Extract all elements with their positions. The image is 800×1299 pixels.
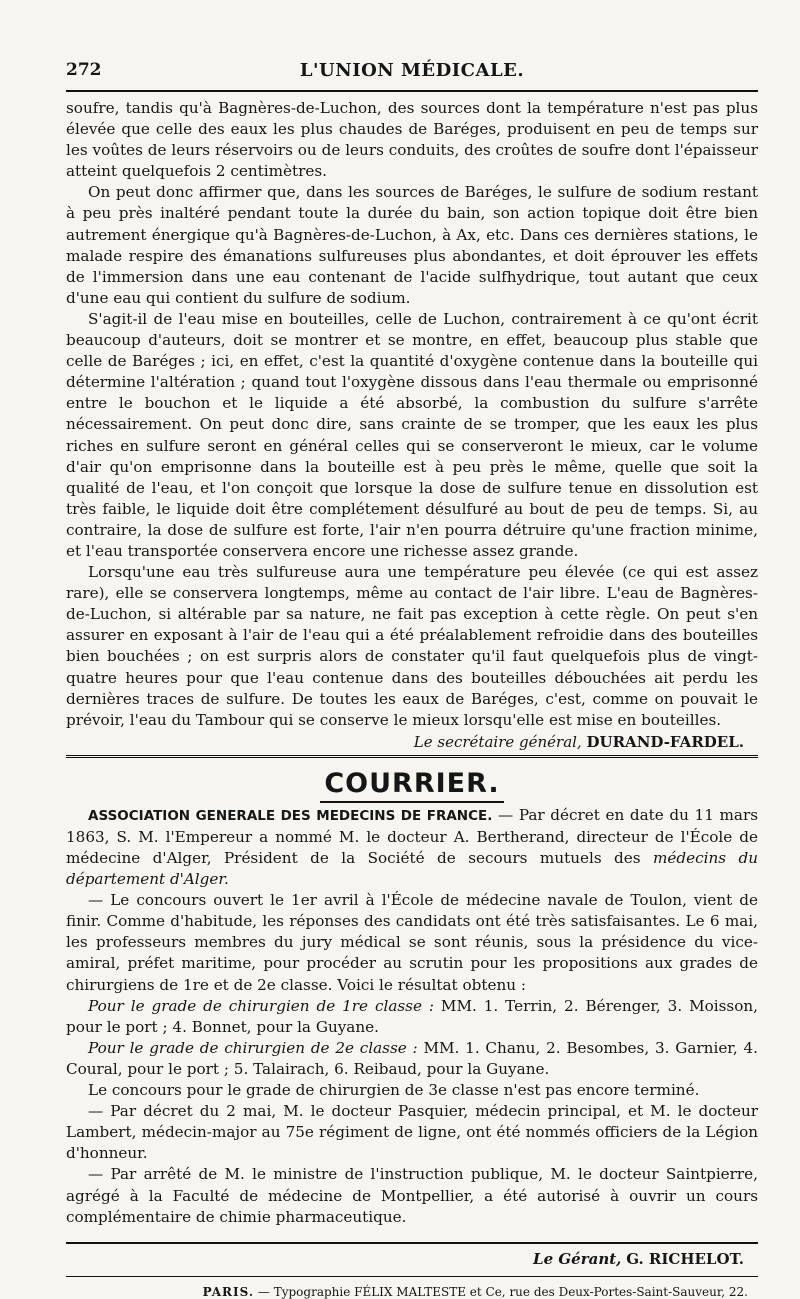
article-paragraph: S'agit-il de l'eau mise en bouteilles, celle de Luchon, contrairement à ce qu'ont écrit beaucoup d'auteurs, doit se montrer et se montre, en effet, beaucoup plus stable que celle de Baréges ; ici, en effet, c'est la quantité d'oxygène contenue dans la bouteille qui détermine l'altération ; quand tout l'oxygène dissous dans l'eau thermale ou emprisonné entre le bouchon et le liquide a été absorbé, la combustion du sulfure s'arrête nécessairement. On peut donc dire, sans crainte de se tromper, que les eaux les plus riches en sulfure seront en général celles qui se conserveront le mieux, car le volume d'air qu'on emprisonne dans la bouteille est à peu près le même, quelle que soit la qualité de l'eau, et l'on conçoit que lorsque la dose de sulfure tenue en dissolution est très faible, le liquide doit être complétement désulfuré au bout de peu de temps. Si, au contraire, la dose de sulfure est forte, l'air n'en pourra détruire qu'une fraction minime, et l'eau transportée conservera encore une richesse assez grande. — [66, 309, 758, 560]
section-divider — [66, 755, 758, 758]
courrier-paragraph — [66, 996, 758, 1038]
gerant-label: Le Gérant, — [533, 1249, 622, 1268]
signature-name: DURAND-FARDEL. — [586, 732, 744, 751]
courrier-title: COURRIER. — [320, 768, 503, 803]
paragraph-text: MM. 1. Terrin, 2. Bérenger, 3. Moisson, pour le port ; 4. Bonnet, pour la Guyane. — [66, 996, 758, 1036]
courrier-heading — [66, 768, 758, 799]
courrier-paragraph: — Par arrêté de M. le ministre de l'instruction publique, M. le docteur Saintpierre, agrégé à la Faculté de médecine de Montpellier, a été autorisé à ouvrir un cours complémentaire de chimie pharmaceutique. — [66, 1165, 758, 1226]
paragraph-italic: Pour le grade de chirurgien de 1re classe : — [88, 996, 434, 1015]
paragraph-italic: médecins du département d'Alger. — [66, 849, 758, 889]
printer-imprint — [66, 1285, 748, 1299]
gerant-signature — [66, 1250, 744, 1268]
paragraph-italic: Pour le grade de chirurgien de 2e classe : — [88, 1038, 418, 1057]
courrier-paragraph — [66, 805, 758, 890]
signature-title: Le secrétaire général, — [413, 732, 582, 751]
courrier-paragraph: — Le concours ouvert le 1er avril à l'École de médecine navale de Toulon, vient de finir. Comme d'habitude, les réponses des candidats ont été très satisfaisantes. Le 6 mai, les professeurs membres du jury médical se sont réunis, sous la présidence du vice-amiral, préfet maritime, pour procéder au scrutin pour les propositions aux grades de chirurgiens de 1re et de 2e classe. Voici le résultat obtenu : — [66, 891, 758, 994]
article-paragraph: soufre, tandis qu'à Bagnères-de-Luchon, des sources dont la température n'est pas plus élevée que celle des eaux les plus chaudes de Baréges, produisent en peu de temps sur les voûtes de leurs réservoirs ou de leurs conduits, des croûtes de soufre dont l'épaisseur atteint quelquefois 2 centimètres. — [66, 99, 758, 181]
page — [66, 52, 759, 1299]
article-paragraph: Lorsqu'une eau très sulfureuse aura une température peu élevée (ce qui est assez rare), elle se conservera longtemps, même au contact de l'air libre. L'eau de Bagnères-de-Luchon, si altérable par sa nature, ne fait pas exception à cette règle. On peut s'en assurer en exposant à l'air de l'eau qui a été préalablement refroidie dans des bouteilles bien bouchées ; on est surpris alors de constater qu'il faut quelquefois plus de vingt-quatre heures pour que l'eau contenue dans des bouteilles débouchées ait perdu les dernières traces de sulfure. De toutes les eaux de Baréges, c'est, comme on pouvait le prévoir, l'eau du Tambour qui se conserve le mieux lorsqu'elle est mise en bouteilles. — [66, 563, 758, 729]
paragraph-text: — Par décret en date du 11 mars 1863, S. M. l'Empereur a nommé M. le docteur A. Bertherand, directeur de l'École de médecine d'Alger, Président de la Société de secours mutuels des — [66, 805, 759, 867]
imprint-rule — [66, 1276, 758, 1277]
gerant-name: G. RICHELOT. — [626, 1249, 744, 1268]
courrier-paragraph: — Par décret du 2 mai, M. le docteur Pasquier, médecin principal, et M. le docteur Lambert, médecin-major au 75e régiment de ligne, ont été nommés officiers de la Légion d'honneur. — [66, 1102, 758, 1163]
article-paragraph: On peut donc affirmer que, dans les sources de Baréges, le sulfure de sodium restant à peu près inaltéré pendant toute la durée du bain, son action topique doit être bien autrement énergique qu'à Bagnères-de-Luchon, à Ax, etc. Dans ces dernières stations, le malade respire des émanations sulfureuses plus abondantes, et doit éprouver les effets de l'immersion dans une eau contenant de l'acide sulfhydrique, tout autant que ceux d'une eau qui contient du sulfure de sodium. — [66, 183, 758, 307]
courrier-paragraph: Le concours pour le grade de chirurgien de 3e classe n'est pas encore terminé. — [88, 1081, 700, 1100]
courrier-section — [66, 768, 758, 1228]
page-header — [66, 52, 758, 88]
association-heading: ASSOCIATION GENERALE DES MEDECINS DE FRANCE. — [88, 807, 493, 824]
article-signature — [66, 733, 744, 751]
paragraph-text: MM. 1. Chanu, 2. Besombes, 3. Garnier, 4. Coural, pour le port ; 5. Talairach, 6. Reibaud, pour la Guyane. — [66, 1038, 758, 1078]
page-number: 272 — [66, 60, 102, 80]
journal-title: L'UNION MÉDICALE. — [299, 59, 525, 81]
article-body — [66, 98, 758, 751]
imprint-text: — Typographie FÉLIX MALTESTE et Ce, rue des Deux-Portes-Saint-Sauveur, 22. — [257, 1284, 748, 1299]
header-rule — [66, 90, 758, 92]
imprint-city: PARIS. — [202, 1284, 255, 1299]
courrier-paragraph — [66, 1038, 758, 1080]
footer-rule — [66, 1242, 758, 1244]
